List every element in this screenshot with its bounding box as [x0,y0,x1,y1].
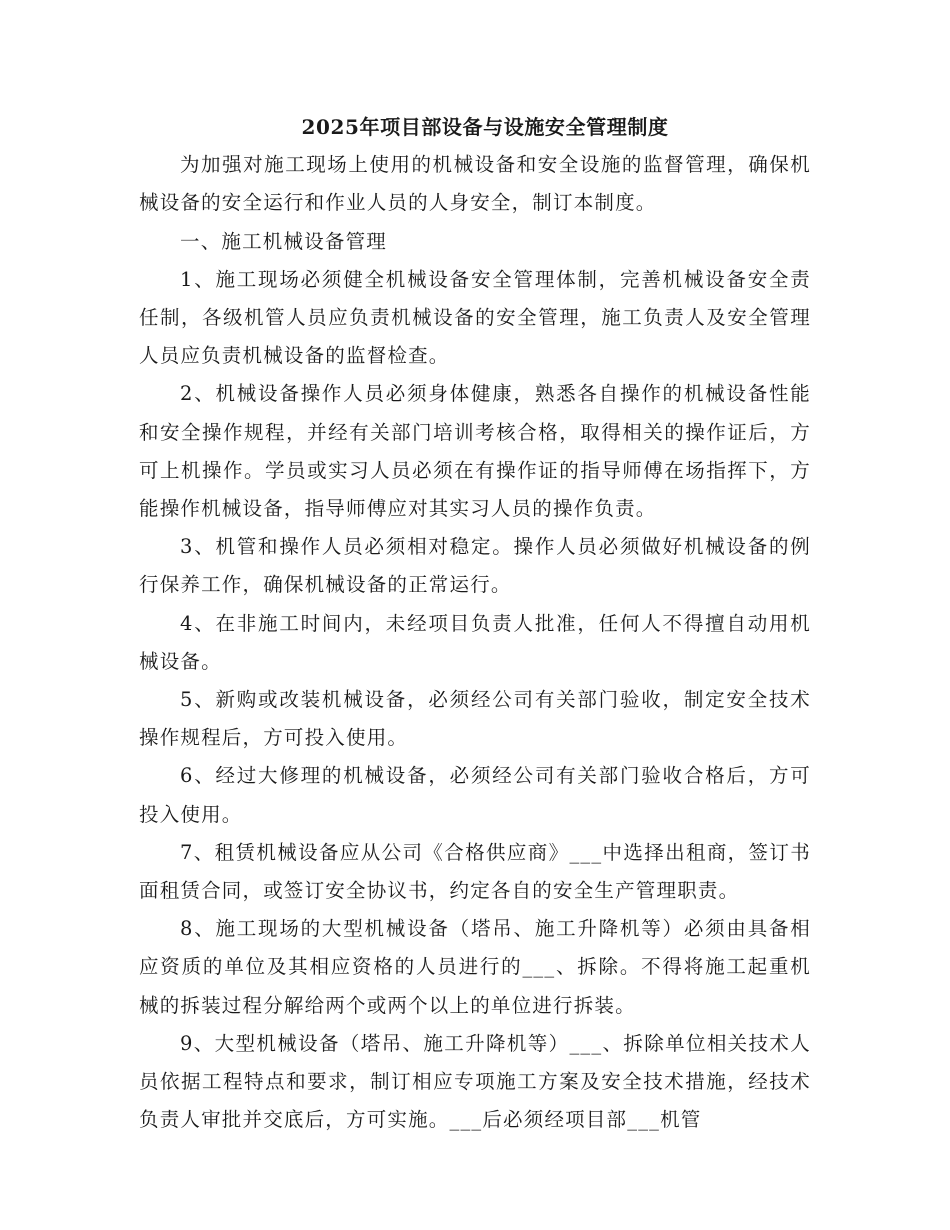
document-title: 2025年项目部设备与设施安全管理制度 [301,115,669,139]
clause-paragraph: 1、施工现场必须健全机械设备安全管理体制，完善机械设备安全责任制，各级机管人员应负责机械设备的安全管理，施工负责人及安全管理人员应负责机械设备的监督检查。 [139,267,811,368]
clause-paragraph: 6、经过大修理的机械设备，必须经公司有关部门验收合格后，方可投入使用。 [139,764,811,826]
clause-paragraph: 4、在非施工时间内，未经项目负责人批准，任何人不得擅自动用机械设备。 [139,611,811,673]
intro-paragraph: 为加强对施工现场上使用的机械设备和安全设施的监督管理，确保机械设备的安全运行和作业人员的人身安全，制订本制度。 [139,153,811,215]
section-heading: 一、施工机械设备管理 [180,229,388,253]
document-body [139,108,811,1139]
clause-paragraph: 7、租赁机械设备应从公司《合格供应商》___中选择出租商，签订书面租赁合同，或签订安全协议书，约定各自的安全生产管理职责。 [139,840,811,903]
clause-paragraph: 9、大型机械设备（塔吊、施工升降机等）___、拆除单位相关技术人员依据工程特点和要求，制订相应专项施工方案及安全技术措施，经技术负责人审批并交底后，方可实施。___后必须经项目部___机管 [139,1031,811,1132]
clause-paragraph: 5、新购或改装机械设备，必须经公司有关部门验收，制定安全技术操作规程后，方可投入使用。 [139,688,811,750]
clause-paragraph: 3、机管和操作人员必须相对稳定。操作人员必须做好机械设备的例行保养工作，确保机械设备的正常运行。 [139,535,811,597]
clause-paragraph: 8、施工现场的大型机械设备（塔吊、施工升降机等）必须由具备相应资质的单位及其相应资格的人员进行的___、拆除。不得将施工起重机械的拆装过程分解给两个或两个以上的单位进行拆装。 [139,917,811,1017]
clause-paragraph: 2、机械设备操作人员必须身体健康，熟悉各自操作的机械设备性能和安全操作规程，并经有关部门培训考核合格，取得相关的操作证后，方可上机操作。学员或实习人员必须在有操作证的指导师傅在场指挥下，方能操作机械设备，指导师傅应对其实习人员的操作负责。 [139,382,811,521]
